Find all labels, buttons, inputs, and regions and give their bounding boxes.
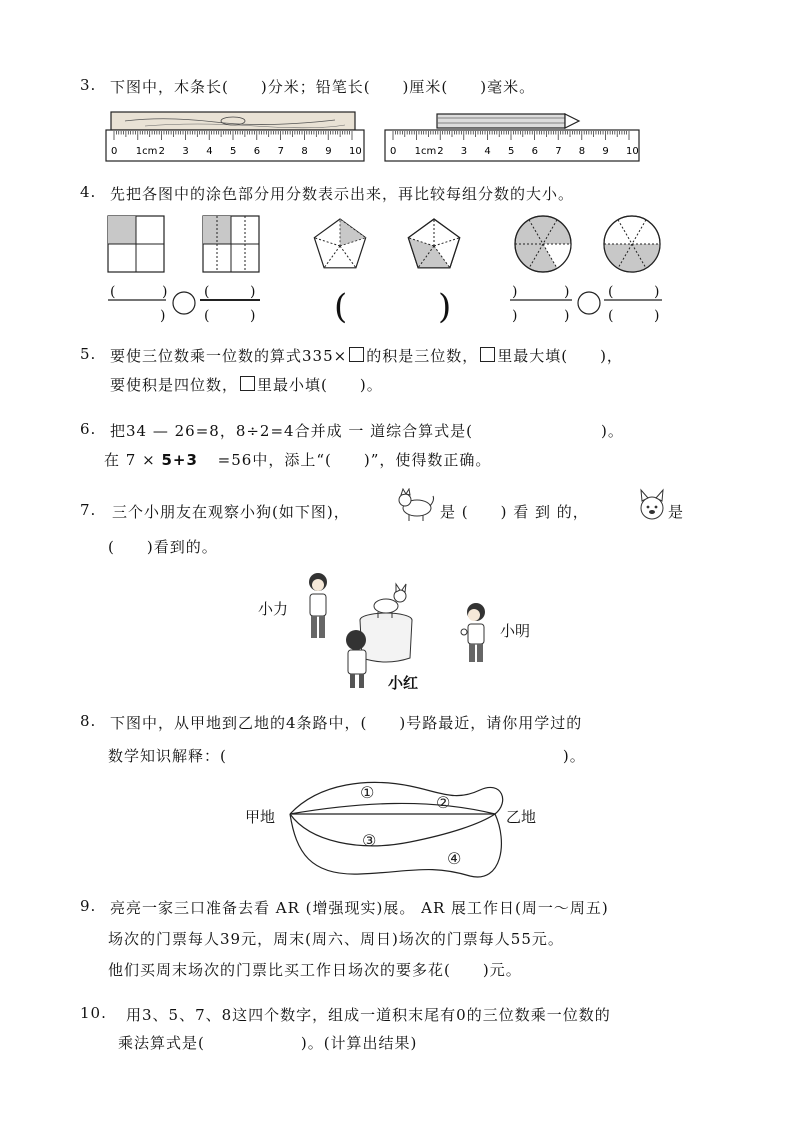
- blank-box[interactable]: [240, 376, 255, 391]
- question-line-2: 场次的门票每人39元，周末(周六、周日)场次的门票每人55元。: [108, 930, 564, 948]
- name-xiaohong: 小红: [388, 674, 419, 692]
- question-number: 3.: [80, 76, 97, 94]
- question-line-1: 用3、5、7、8这四个数字，组成一道积末尾有0的三位数乘一位数的: [126, 1006, 611, 1024]
- rulers-figure: [105, 108, 645, 164]
- question-line-1: 把34 — 26=8，8÷2=4合并成 一 道综合算式是( )。: [110, 422, 624, 440]
- ruler-tick-label: 5: [508, 146, 515, 157]
- ruler-tick-label: 8: [301, 146, 308, 157]
- ruler-tick-label: 3: [182, 146, 189, 157]
- question-number: 8.: [80, 712, 97, 730]
- fraction-figures: [100, 210, 680, 330]
- pencil: [437, 114, 565, 128]
- ruler-tick-label: 3: [460, 146, 468, 157]
- ruler-tick-label: 9: [325, 146, 332, 157]
- svg-text:): ): [250, 308, 256, 324]
- roads-diagram: [240, 772, 570, 884]
- svg-text:): ): [162, 284, 168, 300]
- svg-text:): ): [564, 308, 570, 324]
- ruler-tick-label: 0: [111, 146, 118, 157]
- road-label-4: ④: [447, 849, 462, 868]
- svg-text:): ): [512, 308, 518, 324]
- place-jia: 甲地: [245, 808, 276, 826]
- question-line-1a: 三个小朋友在观察小狗(如下图)，: [112, 503, 350, 521]
- road-2: [290, 803, 495, 814]
- ruler-tick-label: 6: [531, 146, 538, 157]
- svg-text:): ): [250, 284, 256, 300]
- answer-blanks-2: [334, 287, 451, 327]
- ruler-tick-label: 1cm: [135, 146, 158, 157]
- pentagon-right: [408, 219, 459, 268]
- svg-text:): ): [654, 284, 660, 300]
- question-line-1: 下图中，从甲地到乙地的4条路中，( )号路最近，请你用学过的: [110, 714, 583, 732]
- name-xiaoming: 小明: [500, 622, 531, 640]
- ruler-tick-label: 10: [626, 146, 639, 157]
- question-number: 7.: [80, 501, 97, 519]
- question-line-1: 亮亮一家三口准备去看 AR (增强现实)展。 AR 展工作日(周一～周五): [110, 899, 609, 917]
- ruler-tick-label: 10: [349, 146, 362, 157]
- pentagon-left: [314, 219, 365, 268]
- question-number: 6.: [80, 420, 97, 438]
- ruler-tick-label: 7: [277, 146, 284, 157]
- ruler-tick-label: 5: [230, 146, 237, 157]
- svg-text:): ): [654, 308, 660, 324]
- svg-text:(: (: [608, 308, 614, 324]
- svg-text:): ): [438, 287, 452, 327]
- question-number: 4.: [80, 183, 97, 201]
- circle-right: [604, 216, 660, 272]
- ruler-tick-label: 4: [206, 146, 213, 157]
- dog-front-icon: [636, 488, 668, 524]
- svg-text:(: (: [608, 284, 614, 300]
- road-label-1: ①: [360, 783, 375, 802]
- circle-left: [515, 216, 571, 272]
- question-text: 先把各图中的涂色部分用分数表示出来，再比较每组分数的大小。: [110, 185, 575, 203]
- place-yi: 乙地: [506, 808, 537, 826]
- svg-text:): ): [512, 284, 518, 300]
- question-text: 下图中，木条长( )分米；铅笔长( )厘米( )毫米。: [110, 78, 536, 96]
- ruler-tick-label: 8: [578, 146, 586, 157]
- question-line-2: 乘法算式是( )。(计算出结果): [118, 1034, 418, 1052]
- question-line-2: 数学知识解释：( )。: [108, 747, 586, 765]
- svg-text:(: (: [204, 284, 210, 300]
- ruler-tick-label: 2: [158, 146, 165, 157]
- ruler-tick-label: 9: [602, 146, 609, 157]
- question-number: 9.: [80, 897, 97, 915]
- question-line-1c: 是: [668, 503, 685, 521]
- name-xiaoli: 小力: [258, 600, 289, 618]
- question-line-2: 在 7 × 5+3 =56中，添上“( )”，使得数正确。: [104, 451, 492, 469]
- question-line-2: ( )看到的。: [108, 538, 218, 556]
- question-line-1: 要使三位数乘一位数的算式335× 的积是三位数， 里最大填( )，: [110, 347, 623, 365]
- blank-box[interactable]: [480, 347, 495, 362]
- svg-text:(: (: [334, 287, 348, 327]
- question-line-3: 他们买周末场次的门票比买工作日场次的要多花( )元。: [108, 961, 522, 979]
- svg-text:): ): [564, 284, 570, 300]
- ruler-tick-label: 0: [390, 146, 397, 157]
- road-4: [290, 814, 501, 877]
- dog-side-icon: [395, 488, 437, 524]
- ruler-tick-label: 2: [437, 146, 444, 157]
- question-line-2: 要使积是四位数， 里最小填( )。: [110, 376, 383, 394]
- answer-blanks-3: [510, 284, 662, 324]
- svg-text:(: (: [110, 284, 116, 300]
- svg-text:): ): [160, 308, 166, 324]
- answer-blanks-1: [108, 284, 260, 324]
- question-number: 5.: [80, 345, 97, 363]
- svg-text:(: (: [204, 308, 210, 324]
- road-label-3: ③: [362, 831, 377, 850]
- ruler-tick-label: 1cm: [414, 146, 437, 157]
- blank-box[interactable]: [349, 347, 364, 362]
- question-number: 10.: [80, 1004, 107, 1022]
- ruler-tick-label: 4: [484, 146, 491, 157]
- ruler-tick-label: 6: [253, 146, 261, 157]
- ruler-tick-label: 7: [555, 146, 562, 157]
- road-label-2: ②: [436, 793, 451, 812]
- question-line-1b: 是 ( ) 看 到 的，: [440, 503, 589, 521]
